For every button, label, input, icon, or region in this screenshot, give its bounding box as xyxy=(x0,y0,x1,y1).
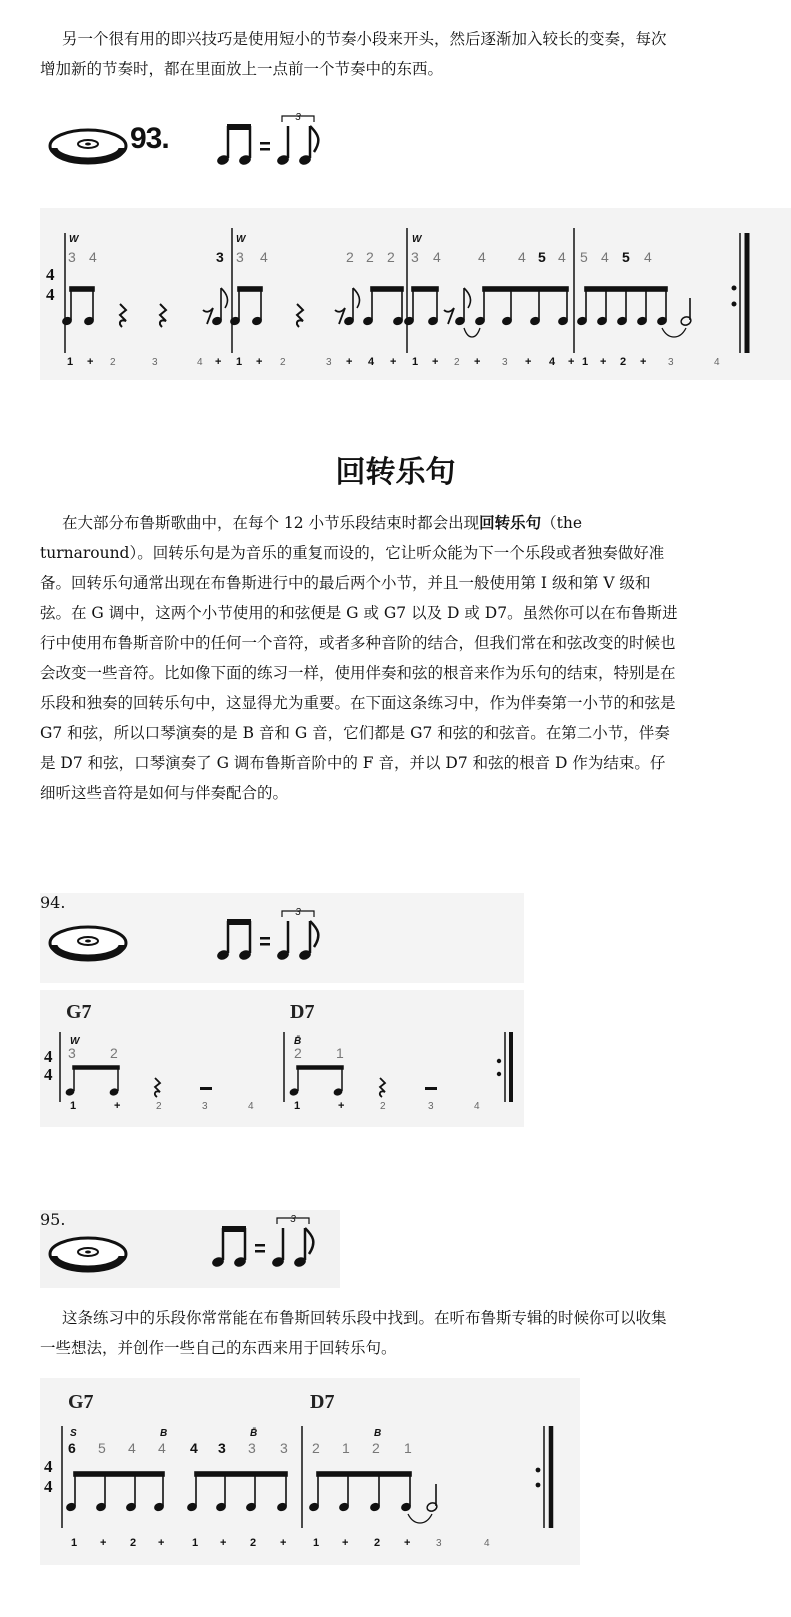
count-label: 3 xyxy=(502,357,508,368)
count-label: 1 xyxy=(412,356,419,368)
intro-paragraph xyxy=(40,24,680,84)
hole-number: 3 xyxy=(236,249,244,265)
intro-text: 另一个很有用的即兴技巧是使用短小的节奏小段来开头，然后逐渐加入较长的变奏，每次增加新的节奏时，都在里面放上一点前一个节奏中的东西。 xyxy=(40,30,667,78)
technique-mark: B̄ xyxy=(250,1428,258,1439)
hole-number: 1 xyxy=(336,1045,344,1061)
hole-number: 5 xyxy=(622,249,630,265)
hole-number: 2 xyxy=(312,1440,320,1456)
exercise-95-header xyxy=(40,1210,340,1288)
count-label: 2 xyxy=(380,1101,386,1112)
count-label: + xyxy=(404,1537,411,1549)
count-label: 4 xyxy=(714,357,720,368)
count-label: + xyxy=(346,356,353,368)
hole-number: 3 xyxy=(248,1440,256,1456)
hole-number: 3 xyxy=(411,249,419,265)
hole-number: 4 xyxy=(158,1440,166,1456)
count-label: + xyxy=(114,1100,121,1112)
count-label: 1 xyxy=(582,356,589,368)
count-label: 3 xyxy=(326,357,332,368)
count-label: 4 xyxy=(197,357,203,368)
exercise-94-staff xyxy=(40,990,524,1127)
hole-number: 4 xyxy=(260,249,268,265)
exercise-93-header xyxy=(40,108,370,188)
hole-number: 3 xyxy=(68,249,76,265)
cd-icon xyxy=(46,108,136,178)
hole-number: 3 xyxy=(68,1045,76,1061)
body-term: 回转乐句 xyxy=(479,513,542,532)
technique-mark: B xyxy=(374,1428,382,1439)
count-label: + xyxy=(87,356,94,368)
count-label: 4 xyxy=(474,1101,480,1112)
hole-number: 4 xyxy=(190,1440,198,1456)
hole-number: 1 xyxy=(404,1440,412,1456)
technique-mark: W xyxy=(236,234,246,245)
hole-number: 4 xyxy=(89,249,97,265)
count-label: 2 xyxy=(374,1537,381,1549)
count-label: + xyxy=(280,1537,287,1549)
time-sig-bottom: 4 xyxy=(46,285,55,304)
count-label: + xyxy=(100,1537,107,1549)
count-label: + xyxy=(640,356,647,368)
hole-number: 6 xyxy=(68,1440,76,1456)
count-label: 2 xyxy=(620,356,627,368)
hole-number: 5 xyxy=(538,249,546,265)
count-label: + xyxy=(220,1537,227,1549)
count-label: + xyxy=(215,356,222,368)
hole-number: 3 xyxy=(280,1440,288,1456)
count-label: 1 xyxy=(294,1100,301,1112)
chord-label: G7 xyxy=(68,1391,94,1413)
chord-label: G7 xyxy=(66,1001,92,1023)
count-label: 1 xyxy=(70,1100,77,1112)
hole-number: 3 xyxy=(218,1440,226,1456)
count-label: 2 xyxy=(250,1537,257,1549)
hole-number: 4 xyxy=(518,249,526,265)
exercise-94-header xyxy=(40,893,524,983)
count-label: 2 xyxy=(110,357,116,368)
hole-number: 4 xyxy=(644,249,652,265)
hole-number: 4 xyxy=(128,1440,136,1456)
count-label: 4 xyxy=(368,356,375,368)
count-label: + xyxy=(568,356,575,368)
cd-icon xyxy=(46,1216,136,1286)
count-label: + xyxy=(390,356,397,368)
count-label: 3 xyxy=(428,1101,434,1112)
time-sig-top: 4 xyxy=(44,1457,53,1476)
exercise-number: 93. xyxy=(130,122,169,155)
triplet-mark: 3 xyxy=(290,1214,296,1225)
count-label: 1 xyxy=(236,356,243,368)
technique-mark: W xyxy=(69,234,79,245)
time-sig-bottom: 4 xyxy=(44,1477,53,1496)
body-paragraph xyxy=(40,508,680,808)
technique-mark: W xyxy=(412,234,422,245)
body-text: 在大部分布鲁斯歌曲中，在每个 12 小节乐段结束时都会出现 xyxy=(62,514,480,532)
count-label: 1 xyxy=(313,1537,320,1549)
count-label: 1 xyxy=(67,356,74,368)
count-label: + xyxy=(474,356,481,368)
count-label: 3 xyxy=(436,1538,442,1549)
count-label: 3 xyxy=(668,357,674,368)
count-label: 3 xyxy=(152,357,158,368)
triplet-mark: 3 xyxy=(295,112,301,123)
hole-number: 4 xyxy=(433,249,441,265)
technique-mark: B̄ xyxy=(294,1036,302,1047)
swing-rhythm-icon xyxy=(210,108,360,188)
hole-number: 2 xyxy=(346,249,354,265)
ex95-paragraph xyxy=(40,1303,680,1363)
count-label: 4 xyxy=(484,1538,490,1549)
count-label: + xyxy=(600,356,607,368)
count-label: 4 xyxy=(549,356,556,368)
swing-rhythm-icon xyxy=(210,903,360,983)
count-label: 2 xyxy=(156,1101,162,1112)
hole-number: 2 xyxy=(366,249,374,265)
exercise-93-staff xyxy=(40,208,791,380)
hole-number: 3 xyxy=(216,249,224,265)
ex95-text: 这条练习中的乐段你常常能在布鲁斯回转乐段中找到。在听布鲁斯专辑的时候你可以收集一些想法，并创作一些自己的东西来用于回转乐句。 xyxy=(40,1309,667,1357)
hole-number: 2 xyxy=(294,1045,302,1061)
hole-number: 4 xyxy=(478,249,486,265)
count-label: 4 xyxy=(248,1101,254,1112)
section-title: 回转乐句 xyxy=(335,455,456,490)
hole-number: 2 xyxy=(387,249,395,265)
count-label: + xyxy=(256,356,263,368)
chord-label: D7 xyxy=(290,1001,315,1023)
hole-number: 5 xyxy=(98,1440,106,1456)
swing-rhythm-icon xyxy=(205,1210,355,1290)
technique-mark: W xyxy=(70,1036,80,1047)
exercise-number: 95. xyxy=(40,1210,66,1229)
time-sig-bottom: 4 xyxy=(44,1065,53,1084)
hole-number: 4 xyxy=(558,249,566,265)
time-sig-top: 4 xyxy=(44,1047,53,1066)
count-label: 3 xyxy=(202,1101,208,1112)
count-label: + xyxy=(158,1537,165,1549)
hole-number: 4 xyxy=(601,249,609,265)
count-label: + xyxy=(525,356,532,368)
hole-number: 5 xyxy=(580,249,588,265)
body-text: （the turnaround）。回转乐句是为音乐的重复而设的，它让听众能为下一个乐段或者独奏做好准备。回转乐句通常出现在布鲁斯进行中的最后两个小节，并且一般使用第 I 级和第 V 级和弦。在 G 调中，这两个小节使用的和弦便是 G 或 G7 以及 D 或 D7。虽然你可以在布鲁斯进行中使用布鲁斯音阶中的任何一个音符，或者多种音阶的结合，但我们常在和弦改变的时候也会改变一些音符。比如像下面的练习一样，使用伴奏和弦的根音来作为乐句的结束，特别是在乐段和独奏的回转乐句中，这显得尤为重要。在下面这条练习中，作为伴奏第一小节的和弦是 G7 和弦，所以口琴演奏的是 B 音和 G 音，它们都是 G7 和弦的和弦音。在第二小节，伴奏是 D7 和弦，口琴演奏了 G 调布鲁斯音阶中的 F 音，并以 D7 和弦的根音 D 作为结束。仔细听这些音符是如何与伴奏配合的。 xyxy=(40,514,678,802)
exercise-number: 94. xyxy=(40,893,66,912)
count-label: + xyxy=(342,1537,349,1549)
technique-mark: S xyxy=(70,1428,77,1439)
count-label: 1 xyxy=(71,1537,78,1549)
count-label: + xyxy=(432,356,439,368)
cd-icon xyxy=(46,905,136,975)
count-label: 2 xyxy=(130,1537,137,1549)
count-label: 2 xyxy=(454,357,460,368)
time-sig-top: 4 xyxy=(46,265,55,284)
triplet-mark: 3 xyxy=(295,907,301,918)
hole-number: 1 xyxy=(342,1440,350,1456)
count-label: 2 xyxy=(280,357,286,368)
exercise-95-staff xyxy=(40,1378,580,1565)
technique-mark: B xyxy=(160,1428,168,1439)
count-label: + xyxy=(338,1100,345,1112)
hole-number: 2 xyxy=(372,1440,380,1456)
count-label: 1 xyxy=(192,1537,199,1549)
hole-number: 2 xyxy=(110,1045,118,1061)
chord-label: D7 xyxy=(310,1391,335,1413)
